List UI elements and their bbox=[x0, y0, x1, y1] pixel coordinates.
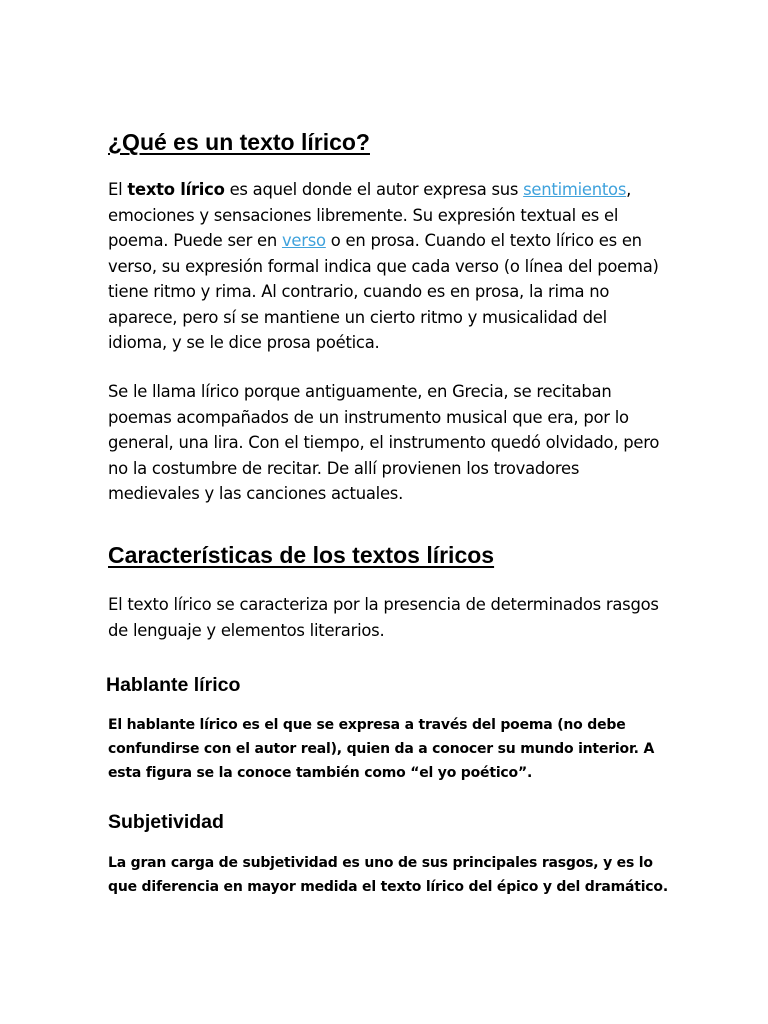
definition-bold-term: texto lírico bbox=[127, 180, 225, 199]
heading-caracteristicas: Características de los textos líricos bbox=[108, 542, 495, 568]
heading-hablante-lirico: Hablante lírico bbox=[106, 674, 241, 696]
definition-prefix: El bbox=[108, 180, 128, 199]
heading-subjetividad: Subjetividad bbox=[108, 811, 224, 833]
paragraph-caracteristicas-intro: El texto lírico se caracteriza por la presencia de determinados rasgos de lenguaje y elementos literarios. bbox=[108, 595, 659, 640]
link-sentimientos[interactable]: sentimientos bbox=[523, 180, 627, 199]
heading-que-es-texto-lirico: ¿Qué es un texto lírico? bbox=[108, 129, 370, 155]
paragraph-subjetividad: La gran carga de subjetividad es uno de sus principales rasgos, y es lo que diferencia en mayor medida el texto lírico del épico y del dramático. bbox=[108, 855, 668, 895]
paragraph-definition bbox=[108, 177, 668, 356]
paragraph-origin: Se le llama lírico porque antiguamente, en Grecia, se recitaban poemas acompañados de un instrumento musical que era, por lo general, una lira. Con el tiempo, el instrumento quedó olvidado, pero no la costumbre de recitar. De allí provienen los trovadores medievales y las canciones actuales. bbox=[108, 382, 660, 503]
link-verso[interactable]: verso bbox=[281, 231, 326, 250]
definition-mid1: es aquel donde el autor expresa sus bbox=[224, 180, 524, 199]
definition-suffix: o en prosa. Cuando el texto lírico es en verso, su expresión formal indica que cada verso (o línea del poema) tiene ritmo y rima. Al contrario, cuando es en prosa, la rima no aparece, pero sí se mantiene un cierto ritmo y musicalidad del idioma, y se le dice prosa poética. bbox=[108, 231, 659, 352]
paragraph-hablante-lirico: El hablante lírico es el que se expresa a través del poema (no debe confundirse con el autor real), quien da a conocer su mundo interior. A esta figura se la conoce también como “el yo poético”. bbox=[108, 717, 655, 781]
definition-mid2: , emociones y sensaciones libremente. Su expresión textual es el poema. Puede ser en bbox=[108, 180, 632, 250]
